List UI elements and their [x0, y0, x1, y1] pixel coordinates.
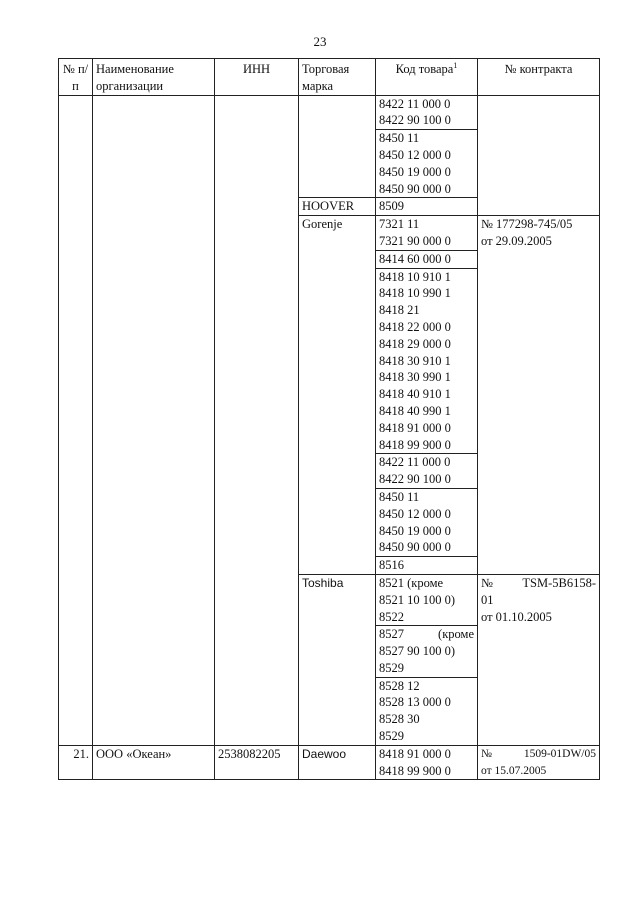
product-code: 8418 30 990 1 — [379, 370, 451, 385]
code-cell — [376, 626, 478, 677]
num-cell — [59, 745, 93, 780]
product-code: 8529 — [379, 729, 404, 744]
product-code: 8450 19 000 0 — [379, 164, 451, 179]
brand-name: HOOVER — [302, 199, 355, 214]
product-code: 8422 11 000 0 — [379, 96, 451, 111]
code-cell — [376, 95, 478, 130]
product-code: 8418 99 900 0 — [379, 437, 451, 452]
header-org: Наименование организации — [93, 59, 215, 96]
code-cell — [376, 488, 478, 556]
org-cell — [93, 745, 215, 780]
contract-line: от 29.09.2005 — [481, 233, 552, 248]
contract-gorenje — [478, 216, 600, 575]
brand-name: Toshiba — [302, 575, 344, 590]
product-code: 8414 60 000 0 — [379, 251, 451, 266]
code-cell — [376, 250, 478, 268]
contract-cell — [478, 95, 600, 216]
code-cell — [376, 574, 478, 625]
contract-line: № 177298-745/05 — [481, 217, 573, 232]
product-code: 8528 12 — [379, 678, 420, 693]
code-cell — [376, 216, 478, 251]
product-code: 8418 91 000 0 — [379, 420, 451, 435]
product-code: 8418 40 910 1 — [379, 387, 451, 402]
product-code: 7321 90 000 0 — [379, 233, 451, 248]
brand-name: Daewoo — [302, 746, 347, 761]
contract-cell — [478, 745, 600, 780]
code-cell — [376, 745, 478, 780]
product-code: 8422 90 100 0 — [379, 472, 451, 487]
header-num: № п/п — [59, 59, 93, 96]
product-code: 8418 10 910 1 — [379, 269, 451, 284]
product-code: 8450 12 000 0 — [379, 506, 451, 521]
code-cell — [376, 268, 478, 454]
contract-line: 01 — [481, 592, 494, 607]
product-code: 8418 30 910 1 — [379, 353, 451, 368]
product-code: 8450 12 000 0 — [379, 147, 451, 162]
header-inn: ИНН — [215, 59, 299, 96]
inn-value: 2538082205 — [218, 746, 281, 761]
product-code: 8528 30 — [379, 712, 420, 727]
product-code: 7321 11 — [379, 217, 420, 232]
product-code: 8527 90 100 0) — [379, 644, 456, 659]
registry-table — [58, 58, 600, 780]
code-cell — [376, 677, 478, 745]
organization-name: ООО «Океан» — [96, 746, 172, 761]
product-code: 8522 — [379, 609, 404, 624]
table-row — [59, 95, 600, 130]
product-code: 8450 90 000 0 — [379, 540, 451, 555]
product-code: 8418 91 000 0 — [379, 746, 451, 761]
product-code: 8422 90 100 0 — [379, 113, 451, 128]
table-row — [59, 745, 600, 780]
inn-cell — [215, 745, 299, 780]
header-contract: № контракта — [478, 59, 600, 96]
code-cell — [376, 557, 478, 575]
org-cell — [93, 95, 215, 745]
row-number: 21. — [73, 746, 89, 761]
brand-name: Gorenje — [302, 217, 343, 232]
product-code: 8418 29 000 0 — [379, 336, 451, 351]
product-code: 8418 10 990 1 — [379, 286, 451, 301]
header-row — [59, 59, 600, 96]
num-cell — [59, 95, 93, 745]
product-code: 8450 11 — [379, 131, 420, 146]
code-cell — [376, 198, 478, 216]
brand-gorenje — [299, 216, 376, 575]
product-code: 8418 40 990 1 — [379, 403, 451, 418]
header-code — [376, 59, 478, 96]
header-brand: Торговая марка — [299, 59, 376, 96]
product-code: 8516 — [379, 558, 404, 573]
product-code: 8418 22 000 0 — [379, 319, 451, 334]
product-code: 8422 11 000 0 — [379, 455, 451, 470]
product-code: 8527 (кроме — [379, 627, 474, 642]
brand-hoover — [299, 198, 376, 216]
header-code-footnote: 1 — [453, 60, 458, 70]
product-code: 8521 10 100 0) — [379, 592, 456, 607]
contract-line: № 1509-01DW/05 — [481, 747, 596, 760]
code-cell — [376, 454, 478, 489]
brand-cell — [299, 745, 376, 780]
contract-toshiba — [478, 574, 600, 745]
contract-line: от 01.10.2005 — [481, 609, 552, 624]
brand-cell — [299, 95, 376, 198]
product-code: 8450 11 — [379, 489, 420, 504]
product-code: 8529 — [379, 660, 404, 675]
contract-line: № TSM-5B6158- — [481, 575, 596, 590]
page-number: 23 — [313, 34, 327, 49]
product-code: 8521 (кроме — [379, 575, 444, 590]
product-code: 8418 99 900 0 — [379, 763, 451, 778]
brand-toshiba — [299, 574, 376, 745]
product-code: 8528 13 000 0 — [379, 695, 451, 710]
product-code: 8509 — [379, 199, 404, 214]
code-cell — [376, 130, 478, 198]
inn-cell — [215, 95, 299, 745]
product-code: 8450 19 000 0 — [379, 523, 451, 538]
header-code-text: Код товара — [395, 62, 454, 76]
contract-line: от 15.07.2005 — [481, 764, 547, 777]
product-code: 8450 90 000 0 — [379, 181, 451, 196]
product-code: 8418 21 — [379, 303, 420, 318]
